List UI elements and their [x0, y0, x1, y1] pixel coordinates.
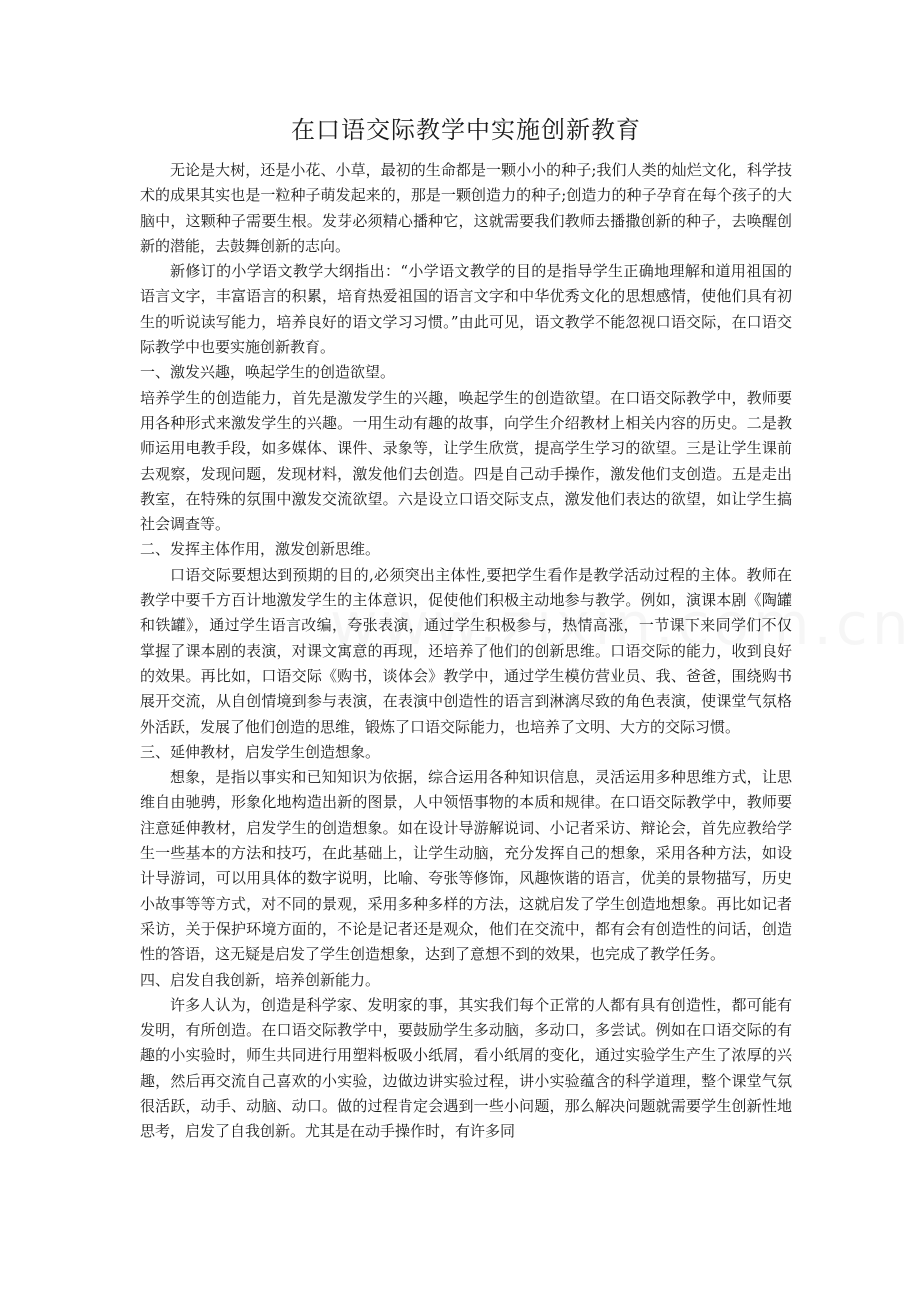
document-page — [140, 112, 792, 1145]
section-heading-2: 二、发挥主体作用，激发创新思维。 — [140, 540, 381, 559]
paragraph-section-4: 许多人认为，创造是科学家、发明家的事，其实我们每个正常的人都有具有创造性，都可能有发明，有所创造。在口语交际教学中，要鼓励学生多动脑，多动口，多尝试。例如在口语交际的有趣的小实验时，师生共同进行用塑料板吸小纸屑，看小纸屑的变化，通过实验学生产生了浓厚的兴趣，然后再交流自己喜欢的小实验，边做边讲实验过程，讲小实验蕴含的科学道理，整个课堂气氛很活跃，动手、动脑、动口。做的过程肯定会遇到一些小问题，那么解决问题就需要学生创新性地思考，启发了自我创新。尤其是在动手操作时，有许多同 — [140, 995, 792, 1141]
section-heading-1: 一、激发兴趣，唤起学生的创造欲望。 — [140, 363, 396, 382]
document-title: 在口语交际教学中实施创新教育 — [291, 116, 641, 144]
paragraph-section-3: 想象，是指以事实和已知知识为依据，综合运用各种知识信息，灵活运用多种思维方式，让思维自由驰骋，形象化地构造出新的图景，人中领悟事物的本质和规律。在口语交际教学中，教师要注意延伸教材，启发学生的创造想象。如在设计导游解说词、小记者采访、辩论会，首先应教给学生一些基本的方法和技巧，在此基础上，让学生动脑，充分发挥自己的想象，采用各种方法，如设计导游词，可以用具体的数字说明，比喻、夸张等修饰，风趣恢谐的语言，优美的景物描写，历史小故事等等方式，对不同的景观，采用多种多样的方法，这就启发了学生创造地想象。再比如记者采访，关于保护环境方面的，不论是记者还是观众，他们在交流中，都有会有创造性的问话，创造性的答语，这无疑是启发了学生创造想象，达到了意想不到的效果，也完成了教学任务。 — [140, 768, 792, 964]
paragraph-section-2: 口语交际要想达到预期的目的,必须突出主体性,要把学生看作是教学活动过程的主体。教师在教学中要千方百计地激发学生的主体意识，促使他们积极主动地参与教学。例如，演课本剧《陶罐和铁罐》，通过学生语言改编，夸张表演，通过学生积极参与，热情高涨，一节课下来同学们不仅掌握了课本剧的表演，对课文寓意的再现，还培养了他们的创新思维。口语交际的能力，收到良好的效果。再比如，口语交际《购书，谈体会》教学中，通过学生模仿营业员、我、爸爸，围绕购书展开交流，从自创情境到参与表演，在表演中创造性的语言到淋漓尽致的角色表演，使课堂气氛格外活跃，发展了他们创造的思维，锻炼了口语交际能力，也培养了文明、大方的交际习惯。 — [140, 565, 792, 736]
paragraph-syllabus: 新修订的小学语文教学大纲指出：“小学语文教学的目的是指导学生正确地理解和道用祖国的语言文字，丰富语言的积累，培育热爱祖国的语言文字和中华优秀文化的思想感情，使他们具有初生的听说读写能力，培养良好的语文学习习惯。”由此可见，语文教学不能忽视口语交际，在口语交际教学中也要实施创新教育。 — [140, 262, 792, 357]
paragraph-intro: 无论是大树，还是小花、小草，最初的生命都是一颗小小的种子;我们人类的灿烂文化，科学技术的成果其实也是一粒种子萌发起来的，那是一颗创造力的种子;创造力的种子孕育在每个孩子的大脑中，这颗种子需要生根。发芽必须精心播种它，这就需要我们教师去播撒创新的种子，去唤醒创新的潜能，去鼓舞创新的志向。 — [140, 161, 792, 255]
paragraph-section-1: 培养学生的创造能力，首先是激发学生的兴趣，唤起学生的创造欲望。在口语交际教学中，教师要用各种形式来激发学生的兴趣。一用生动有趣的故事，向学生介绍教材上相关内容的历史。二是教师运用电教手段，如多媒体、课件、录象等，让学生欣赏，提高学生学习的欲望。三是让学生课前去观察，发现问题，发现材料，激发他们去创造。四是自己动手操作，激发他们支创造。五是走出教室，在特殊的氛围中激发交流欲望。六是设立口语交际支点，激发他们表达的欲望，如让学生搞社会调查等。 — [140, 388, 792, 534]
section-heading-3: 三、延伸教材，启发学生创造想象。 — [140, 742, 381, 761]
section-heading-4: 四、启发自我创新，培养创新能力。 — [140, 970, 381, 989]
